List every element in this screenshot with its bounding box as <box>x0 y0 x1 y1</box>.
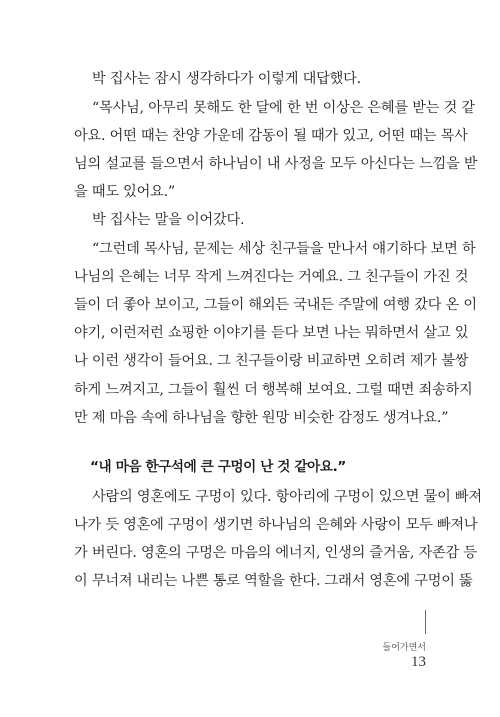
paragraph-line: 아요. 어떤 때는 찬양 가운데 감동이 될 때가 있고, 어떤 때는 목사 <box>74 128 468 144</box>
section-heading: “내 마음 한구석에 큰 구멍이 난 것 같아요.” <box>90 459 346 475</box>
paragraph-line: “그런데 목사님, 문제는 세상 친구들을 만나서 얘기하다 보면 하 <box>92 241 476 257</box>
page-number: 13 <box>411 654 426 670</box>
paragraph-line: “목사님, 아무리 못해도 한 달에 한 번 이상은 은혜를 받는 것 같 <box>92 100 475 116</box>
paragraph-line: 들이 더 좋아 보이고, 그들이 해외든 국내든 주말에 여행 갔다 온 이 <box>74 297 477 313</box>
paragraph-line: 나님의 은혜는 너무 작게 느껴진다는 거예요. 그 친구들이 가진 것 <box>74 269 469 285</box>
paragraph-line: 야기, 이런저런 쇼핑한 이야기를 듣다 보면 나는 뭐하면서 살고 있 <box>74 325 469 341</box>
paragraph-line: 나가 듯 영혼에 구멍이 생기면 하나님의 은혜와 사랑이 모두 빠져나 <box>74 517 478 533</box>
paragraph-line: 하게 느껴지고, 그들이 훨씬 더 행복해 보여요. 그럴 때면 죄송하지 <box>74 382 473 398</box>
running-head: 들어가면서 <box>382 643 426 653</box>
paragraph-line: 나 이런 생각이 들어요. 그 친구들이랑 비교하면 오히려 제가 불쌍 <box>74 353 469 369</box>
paragraph-line: 을 때도 있어요.” <box>74 184 176 200</box>
footer-divider <box>425 610 426 634</box>
paragraph-line: 만 제 마음 속에 하나님을 향한 원망 비슷한 감정도 생겨나요.” <box>74 410 449 426</box>
paragraph-line: 님의 설교를 들으면서 하나님이 내 사정을 모두 아신다는 느낌을 받 <box>74 156 478 172</box>
paragraph-line: 이 무너져 내리는 나쁜 통로 역할을 한다. 그래서 영혼에 구멍이 뚫 <box>74 573 473 589</box>
paragraph-line: 박 집사는 말을 이어갔다. <box>92 212 245 228</box>
paragraph-line: 사람의 영혼에도 구멍이 있다. 항아리에 구멍이 있으면 물이 빠져 <box>92 489 482 505</box>
paragraph-line: 박 집사는 잠시 생각하다가 이렇게 대답했다. <box>92 71 361 87</box>
paragraph-line: 가 버린다. 영혼의 구멍은 마음의 에너지, 인생의 즐거움, 자존감 등 <box>74 545 477 561</box>
